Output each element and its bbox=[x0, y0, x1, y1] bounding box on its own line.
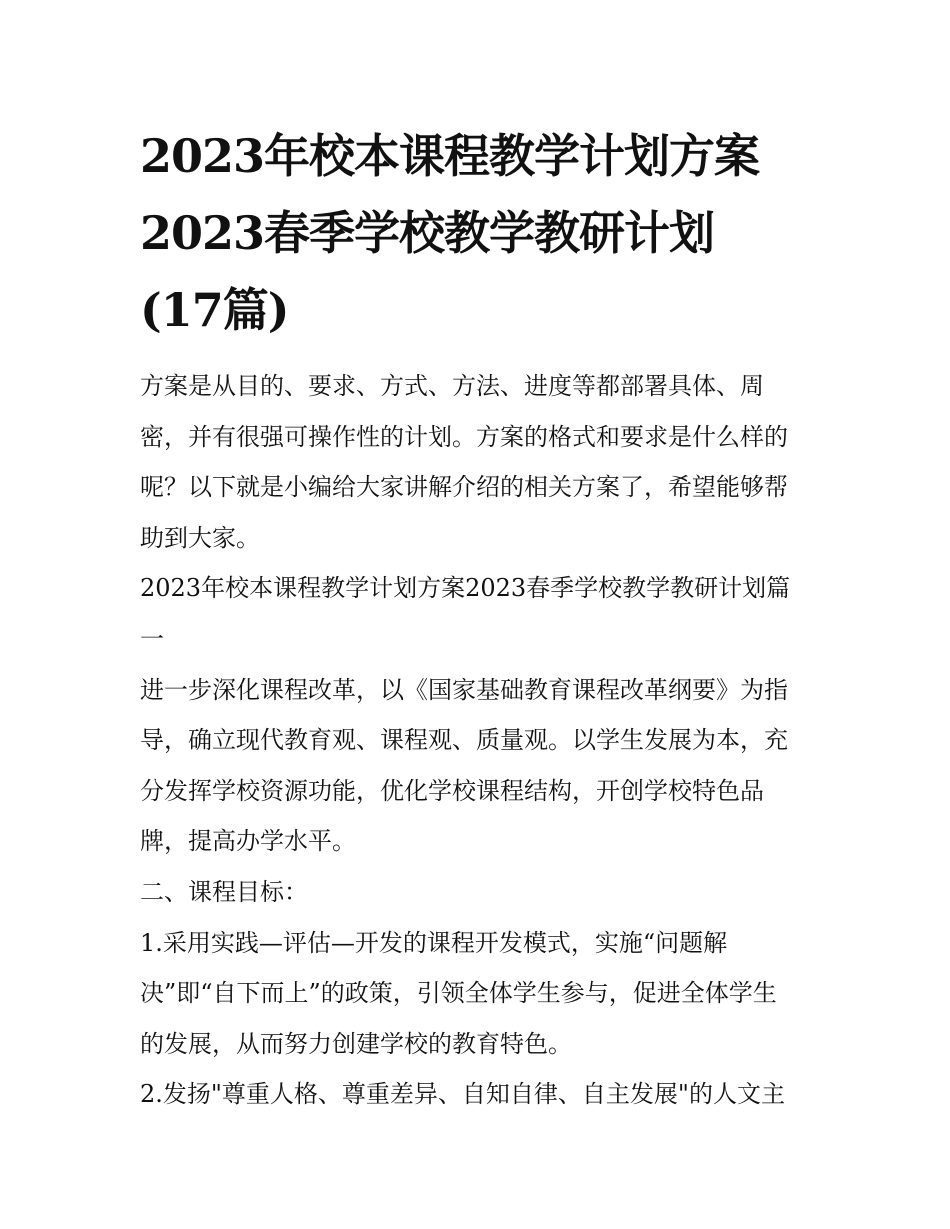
document-title bbox=[140, 118, 820, 349]
text-line: 2.发扬"尊重人格、尊重差异、自知自律、自主发展"的人文主 bbox=[140, 1080, 785, 1109]
text-line: 一 bbox=[140, 624, 164, 653]
body-paragraph bbox=[140, 665, 820, 867]
intro-paragraph bbox=[140, 361, 820, 563]
text-line: 导，确立现代教育观、课程观、质量观。以学生发展为本，充 bbox=[140, 726, 788, 755]
document-page bbox=[140, 118, 820, 1120]
section-heading bbox=[140, 563, 820, 664]
title-line: (17篇) bbox=[140, 283, 289, 337]
text-line: 二、课程目标： bbox=[140, 877, 308, 906]
title-line: 2023春季学校教学教研计划 bbox=[140, 206, 715, 260]
text-line: 的发展，从而努力创建学校的教育特色。 bbox=[140, 1029, 572, 1058]
title-line: 2023年校本课程教学计划方案 bbox=[140, 129, 760, 183]
text-line: 密，并有很强可操作性的计划。方案的格式和要求是什么样的 bbox=[140, 422, 788, 451]
text-line: 进一步深化课程改革，以《国家基础教育课程改革纲要》为指 bbox=[140, 675, 788, 704]
text-line: 呢？以下就是小编给大家讲解介绍的相关方案了，希望能够帮 bbox=[140, 473, 788, 502]
text-line: 助到大家。 bbox=[140, 523, 260, 552]
goal-item-1 bbox=[140, 918, 820, 1070]
text-line: 1.采用实践—评估—开发的课程开发模式，实施“问题解 bbox=[140, 928, 728, 957]
text-line: 分发挥学校资源功能，优化学校课程结构，开创学校特色品 bbox=[140, 776, 764, 805]
goal-item-2 bbox=[140, 1069, 820, 1120]
text-line: 2023年校本课程教学计划方案2023春季学校教学教研计划篇 bbox=[140, 574, 791, 603]
text-line: 决”即“自下而上”的政策，引领全体学生参与，促进全体学生 bbox=[140, 979, 777, 1008]
goals-heading bbox=[140, 867, 820, 918]
text-line: 方案是从目的、要求、方式、方法、进度等都部署具体、周 bbox=[140, 372, 764, 400]
text-line: 牌，提高办学水平。 bbox=[140, 827, 356, 856]
